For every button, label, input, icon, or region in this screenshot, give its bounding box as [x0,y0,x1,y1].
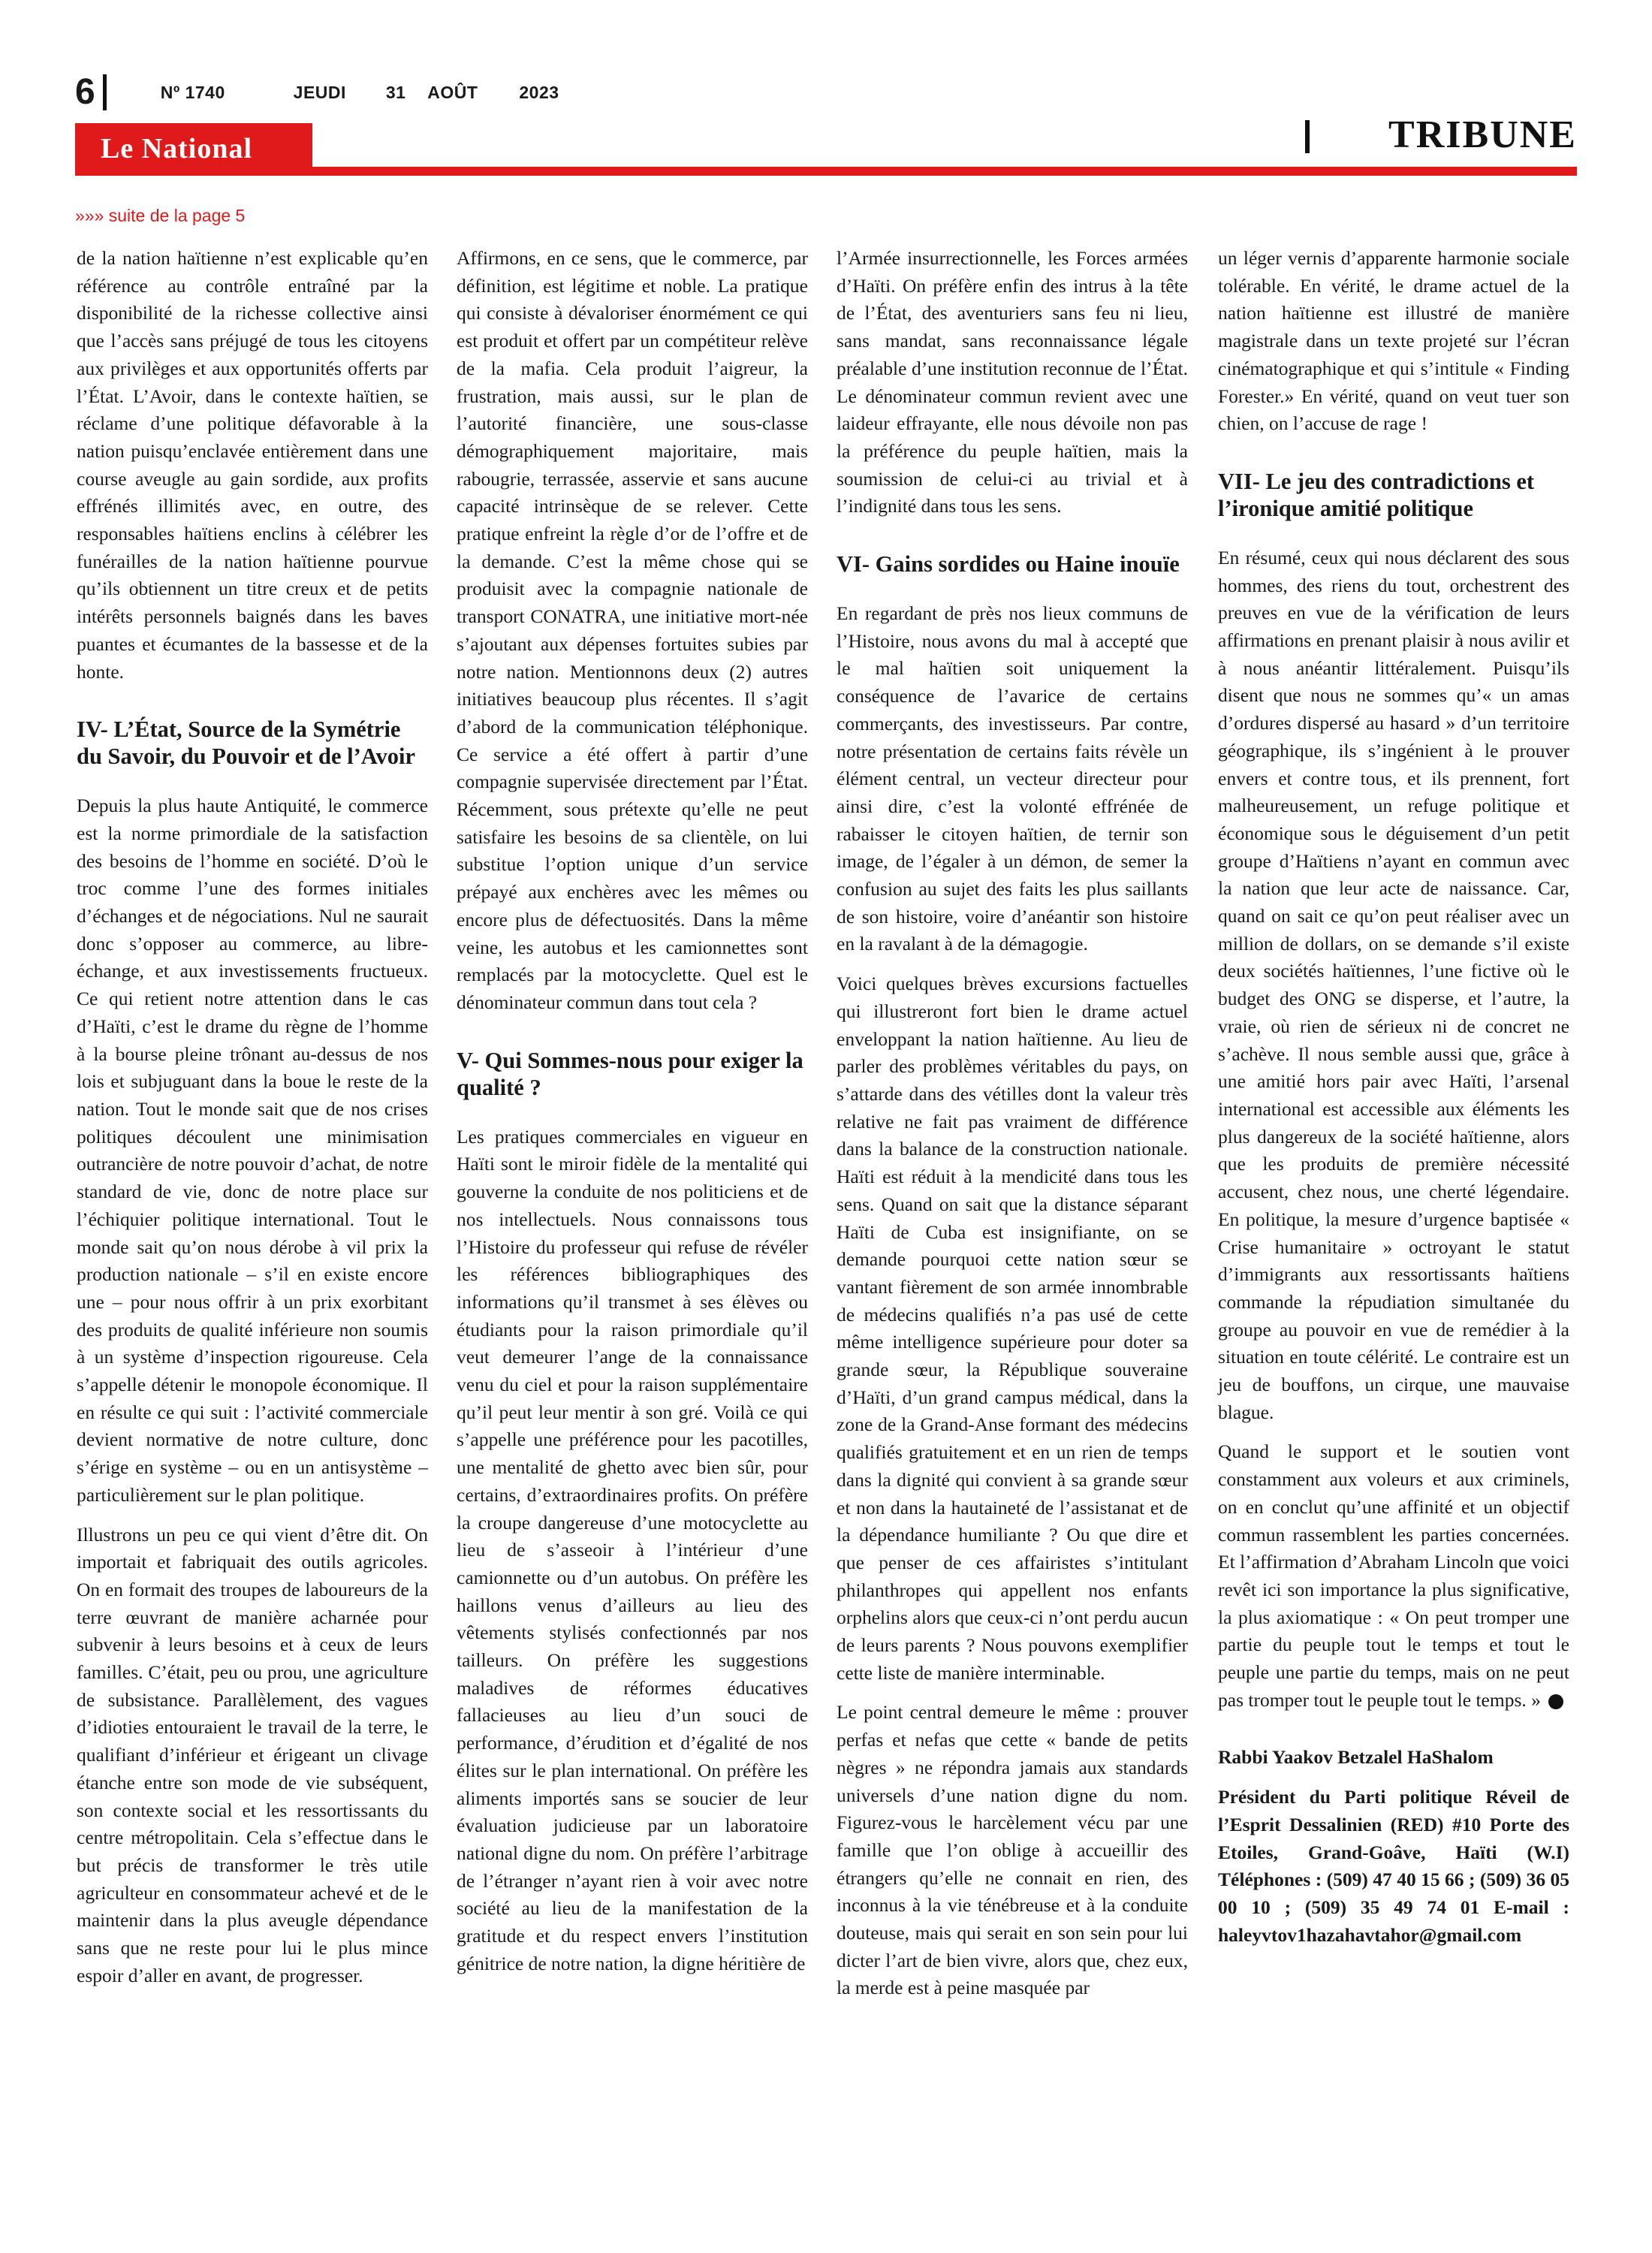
section-title: TRIBUNE [1388,113,1577,156]
article-column-2 [457,245,808,1989]
paragraph: de la nation haïtienne n’est explicable qu’en référence au contrôle entraîné par la disponibilité de la richesse collective ainsi que l’accès sans préjugé de tous les citoyens aux privilèges et aux opportunités offerts par l’État. L’Avoir, dans le contexte haïtien, se réclame d’une politique défavorable à la nation puisqu’enclavée entièrement dans une course aveugle au gain sordide, aux profits effrénés illimités avec, en outre, des responsables haïtiens enclins à célébrer les funérailles de la nation haïtienne pourvue qu’ils obtiennent un titre creux et de petits intérêts personnels baignés dans les baves puantes et écumantes de la bassesse et de la honte. [77,247,428,683]
issue-number: Nº 1740 [160,82,225,102]
issue-day: 31 [385,82,406,102]
author-affiliation: Président du Parti politique Réveil de l’Esprit Dessalinien (RED) #10 Porte des Etoiles, Grand-Goâve, Haïti (W.I) Téléphones : (509) 47 40 15 66 ; (509) 36 05 00 10 ; (509) 35 49 74 01 E-mail : haleyvtov1hazahavtahor@gmail.com [1218,1786,1569,1946]
issue-year: 2023 [519,82,559,102]
section-heading-iv: IV- L’État, Source de la Symétrie du Savoir, du Pouvoir et de l’Avoir [77,716,416,770]
article-column-3 [837,245,1188,2014]
paragraph: Voici quelques brèves excursions factuelles qui illustreront fort bien le drame actuel enveloppant la nation haïtienne. Au lieu de parler des problèmes véritables du pays, on s’attarde dans des vétilles dont la valeur très relative ne fait pas vraiment de différence dans la balance de la construction nationale. Haïti est réduit à la mendicité dans tous les sens. Quand on sait que la distance séparant Haïti de Cuba est insignifiante, on se demande pourquoi cette nation sœur se vantant fièrement de son armée innombrable de médecins qualifiés n’a pas usé de cette même intelligence supérieure pour doter sa grande sœur, la République souveraine d’Haïti, d’un grand campus médical, dans la zone de la Grand-Anse formant des médecins qualifiés gratuitement et en un rien de temps dans la dignité qui convient à sa grande sœur et non dans la hautaineté de l’assistanat et de la dépendance humiliante ? Ou que dire et que penser de ces affairistes s’intitulant philanthropes qui appellent nos enfants orphelins alors que ceux-ci n’ont perdu aucun de leurs parents ? Nous pouvons exemplifier cette liste de manière interminable. [837,973,1188,1684]
paragraph: un léger vernis d’apparente harmonie sociale tolérable. En vérité, le drame actuel de la nation haïtienne est illustré de manière magistrale dans un texte projeté sur l’écran cinématographique et qui s’intitule « Finding Forester.» En vérité, quand on veut tuer son chien, on l’accuse de rage ! [1218,247,1569,435]
paragraph: Les pratiques commerciales en vigueur en Haïti sont le miroir fidèle de la mentalité qui gouverne la conduite de nos politiciens et de nos intellectuels. Nous connaissons tous l’Histoire du professeur qui refuse de révéler les références bibliographiques des informations qu’il transmet à ses élèves ou étudiants pour la raison primordiale qu’il veut demeurer l’ange de la connaissance venu du ciel et pour la raison supplémentaire qu’il peut leur mentir à son gré. Voilà ce qui s’appelle une préférence pour les pacotilles, une mentalité de ghetto avec bien sûr, pour certains, d’extraordinaires profits. On préfère la croupe dangereuse d’une motocyclette au lieu de s’asseoir à l’intérieur d’une camionnette ou d’un autobus. On préfère les haillons venus d’ailleurs au lieu des vêtements stylisés confectionnés par nos tailleurs. On préfère les suggestions maladives de réformes éducatives fallacieuses au lieu d’un souci de performance, d’érudition et d’égalité de nos élites sur le plan international. On préfère les aliments importés sans se soucier de leur évaluation judicieuse par un laboratoire national digne du nom. On préfère l’arbitrage de l’étranger n’ayant rien à voir avec notre société au lieu de la manifestation de la gratitude et du respect envers l’institution génitrice de notre nation, la digne héritière de [457,1125,808,1974]
section-divider [1305,120,1310,153]
continuation-note: »»» suite de la page 5 [75,206,246,225]
section-heading-vii: VII- Le jeu des contradictions et l’ironique amitié politique [1218,468,1535,521]
issue-info [161,83,559,103]
end-of-article-icon [1548,1694,1563,1709]
page-header [75,74,559,111]
paragraph: Illustrons un peu ce qui vient d’être dit. On importait et fabriquait des outils agricoles. On en formait des troupes de laboureurs de la terre œuvrant de manière acharnée pour subvenir à leurs besoins et à ceux de leurs familles. C’était, peu ou prou, une agriculture de subsistance. Parallèlement, des vagues d’idioties entouraient le travail de la terre, le qualifiant d’inférieur et érigeant un clivage étanche entre son mode de vie subséquent, son contexte social et les ressortissants du centre métropolitain. Cela s’effectue dans le but précis de transformer le très utile agriculteur en consommateur achevé et de le maintenir dans la plus aveugle dépendance sans que ne reste pour lui le plus mince espoir d’aller en avant, de progresser. [77,1523,428,1986]
signature-block [1218,1744,1569,1949]
issue-weekday: JEUDI [293,82,346,102]
article-column-4 [1218,245,1569,1961]
section-heading-v: V- Qui Sommes-nous pour exiger la qualité ? [457,1047,803,1100]
paragraph: l’Armée insurrectionnelle, les Forces armées d’Haïti. On préfère enfin des intrus à la tête de l’État, des aventuriers sans feu ni lieu, sans mandat, sans reconnaissance légale préalable d’une institution reconnue de l’État. Le dénominateur commun revient avec une laideur effrayante, elle nous dévoile non pas la préférence du peuple haïtien, mais la soumission de celui-ci au trivial et à l’indignité dans tous les sens. [837,247,1188,517]
paragraph: Affirmons, en ce sens, que le commerce, par définition, est légitime et noble. La pratique qui consiste à dévaloriser énormément ce qui est produit et offert par un compétiteur relève de la mafia. Cela produit l’aigreur, la frustration, mais aussi, sur le plan de l’autorité financière, une sous-classe démographiquement majoritaire, mais rabougrie, terrassée, asservie et sans aucune capacité intrinsèque de se relever. Cette pratique enfreint la règle d’or de l’offre et de la demande. C’est la même chose qui se produisit avec la compagnie nationale de transport CONATRA, une initiative mort-née s’ajoutant aux dépenses fortuites subies par notre nation. Mentionnons deux (2) autres initiatives beaucoup plus récentes. Il s’agit d’abord de la communication téléphonique. Ce service a été offert à partir d’une compagnie supervisée directement par l’État. Récemment, sous prétexte qu’elle ne peut satisfaire les besoins de sa clientèle, on lui substitue l’option unique d’un service prépayé aux enchères avec les mêmes ou encore plus de défectuosités. Dans la même veine, les autobus et les camionnettes sont remplacés par la motocyclette. Quel est le dénominateur commun dans tout cela ? [457,247,808,1013]
paragraph: En regardant de près nos lieux communs de l’Histoire, nous avons du mal à accepté que le mal haïtien soit uniquement la conséquence de l’avarice de certains commerçants, des investisseurs. Par contre, notre présentation de certains faits révèle un élément central, un vecteur directeur pour ainsi dire, c’est la volonté effrénée de rabaisser le citoyen haïtien, de ternir son image, de l’égaler à un démon, de semer la confusion au sujet des faits les plus saillants de son histoire, voire d’anéantir son histoire en la ravalant à de la démagogie. [837,602,1188,955]
article-column-1 [77,245,428,2001]
paragraph: Le point central demeure le même : prouver perfas et nefas que cette « bande de petits nègres » ne répondra jamais aux standards universels d’une nation digne du nom. Figurez-vous le harcèlement vécu par une famille que l’on oblige à accueillir des étrangers qu’elle ne connait en rien, des inconnus à la vie ténébreuse et à la conduite douteuse, mais qui serait en son sein pour lui dicter l’art de bien vivre, alors que, chez eux, la merde est à peine masquée par [837,1701,1188,1999]
paragraph-text: Quand le support et le soutien vont constamment aux voleurs et aux criminels, on en conclut qu’une affinité et un objectif commun rassemblent les parties concernées. Et l’affirmation d’Abraham Lincoln que voici revêt ici son importance la plus significative, la plus axiomatique : « On peut tromper une partie du peuple tout le temps et tout le peuple une partie du temps, mais on ne peut pas tromper tout le peuple tout le temps. » [1218,1440,1569,1711]
issue-month: AOÛT [427,82,478,102]
author-name: Rabbi Yaakov Betzalel HaShalom [1218,1746,1494,1769]
paragraph-final [1218,1438,1569,1714]
brand-logo: Le National [101,133,253,164]
header-divider [103,74,107,110]
paragraph: En résumé, ceux qui nous déclarent des sous hommes, des riens du tout, orchestrent des preuves en vue de la vérification de leurs affirmations en prenant plaisir à nous avilir et à nous anéantir littéralement. Puisqu’ils disent que nous ne sommes qu’« un amas d’ordures dispersé au hasard » d’un territoire géographique, ils s’ingénient à le prouver envers et contre tous, et ils prennent, fort malheureusement, un refuge politique et économique sous le déguisement d’un petit groupe d’Haïtiens n’ayant en commun avec la nation que leur acte de naissance. Car, quand on sait ce qu’on peut réaliser avec un million de dollars, on se demande s’il existe deux sociétés haïtiennes, l’une fictive où le budget des ONG se disperse, et l’autre, la vraie, où rien de sérieux ni de concret ne s’achève. Il nous semble aussi que, grâce à une amitié hors pair avec Haïti, l’arsenal international est accessible aux éléments les plus dangereux de la société haïtienne, alors que les produits de première nécessité accusent, chez nous, une cherté légendaire. En politique, la mesure d’urgence baptisée « Crise humanitaire » octroyant le statut d’immigrants aux ressortissants haïtiens commande la répudiation simultanée du groupe au pouvoir en vue de remédier à la situation en toute célérité. Le contraire est un jeu de bouffons, un cirque, une mauvaise blague. [1218,546,1569,1423]
section-heading-vi: VI- Gains sordides ou Haine inouïe [837,551,1180,578]
page-number: 6 [75,72,95,112]
paragraph: Depuis la plus haute Antiquité, le commerce est la norme primordiale de la satisfaction des besoins de l’homme en société. D’où le troc comme l’une des formes initiales d’échanges et de négociations. Nul ne saurait donc s’opposer au commerce, au libre-échange, et aux investissements fructueux. Ce qui retient notre attention dans le cas d’Haïti, c’est le drame du règne de l’homme à la bourse pleine trônant au-dessus de nos lois et subjuguant dans la boue le reste de la nation. Tout le monde sait que de nos crises politiques découlent une minimisation outrancière de notre pouvoir d’achat, de notre standard de vie, donc de notre place sur l’échiquier politique international. Tout le monde sait qu’on nous dérobe à vil prix la production nationale – s’il en existe encore une – pour nous offrir à un prix exorbitant des produits de qualité inférieure non soumis à un système d’inspection rigoureuse. Cela s’appelle détenir le monopole économique. Il en résulte ce qui suit : l’activité commerciale devient normative de notre culture, donc s’érige en système – ou en un antisystème – particulièrement sur le plan politique. [77,795,428,1506]
